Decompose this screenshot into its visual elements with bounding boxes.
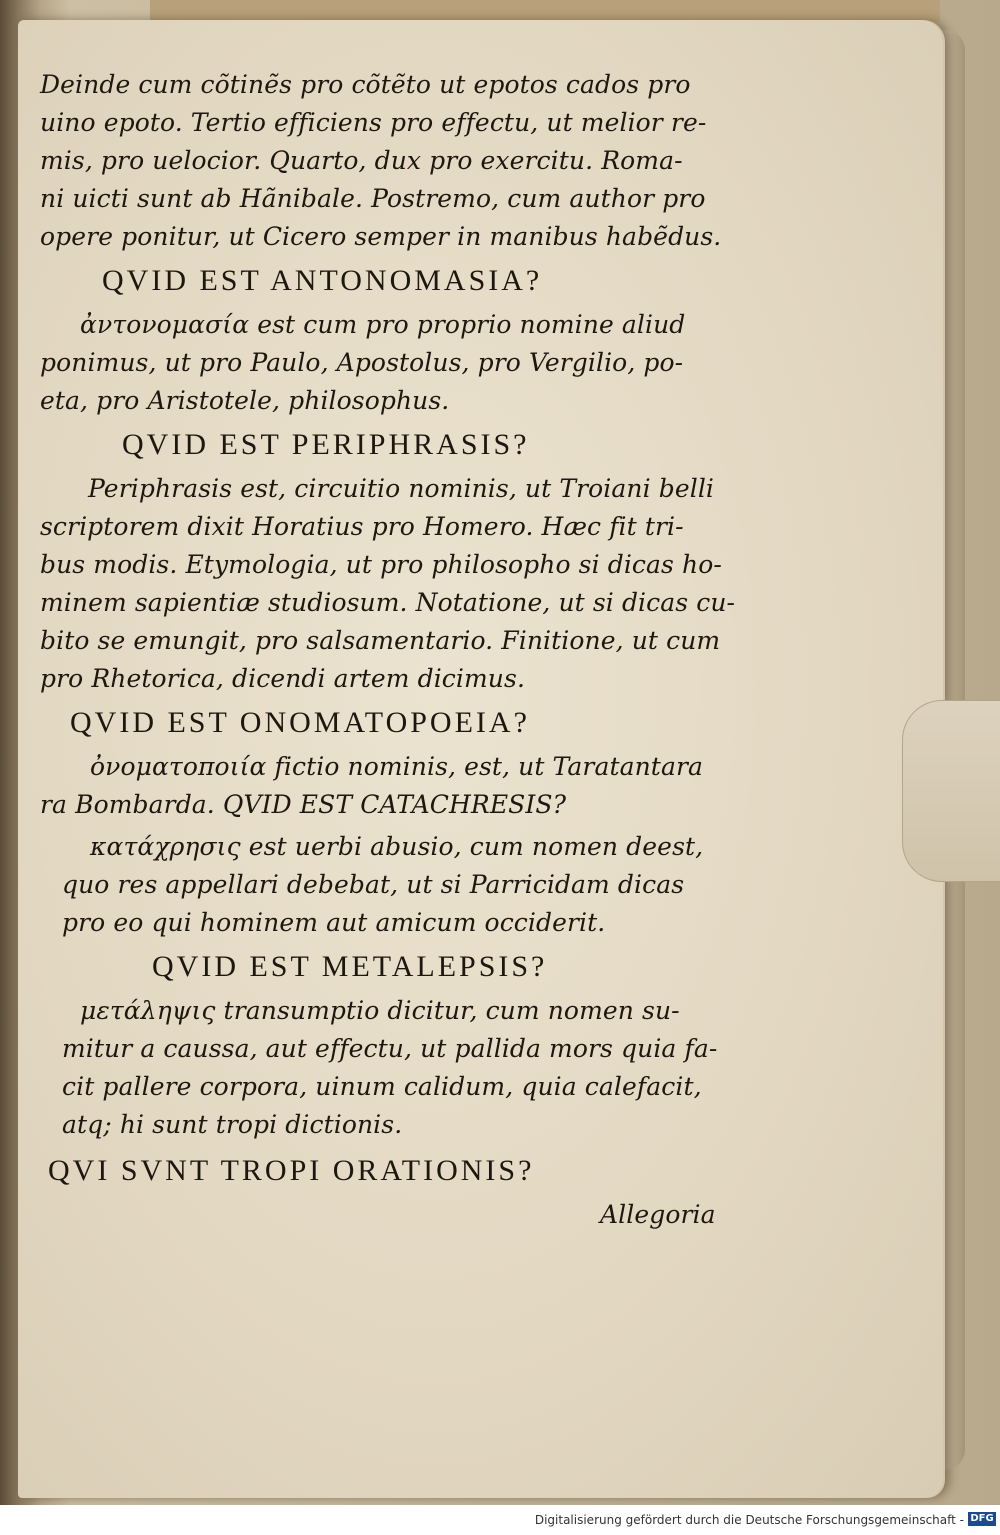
section-heading: QVID EST ONOMATOPOEIA?	[70, 706, 530, 739]
text-line: cit pallere corpora, uinum calidum, quia calefacit,	[62, 1072, 702, 1101]
text-line: pro eo qui hominem aut amicum occiderit.	[62, 908, 606, 937]
binding-strip	[150, 0, 940, 22]
text-line: Deinde cum cõtinẽs pro cõtẽto ut epotos cados pro	[40, 70, 691, 99]
text-line: quo res appellari debebat, ut si Parricidam dicas	[62, 870, 685, 899]
footer-credit: Digitalisierung gefördert durch die Deutsche Forschungsgemeinschaft -	[534, 1513, 964, 1527]
section-heading: QVID EST ANTONOMASIA?	[102, 264, 543, 297]
paper-clip-tab	[902, 700, 1000, 882]
text-line: scriptorem dixit Horatius pro Homero. Hæc fit tri-	[40, 512, 684, 541]
dfg-logo: DFG	[968, 1512, 996, 1526]
text-line: opere ponitur, ut Cicero semper in manibus habẽdus.	[40, 222, 722, 251]
text-line: eta, pro Aristotele, philosophus.	[40, 386, 450, 415]
text-line: minem sapientiæ studiosum. Notatione, ut si dicas cu-	[40, 588, 736, 617]
catchword: Allegoria	[600, 1200, 716, 1229]
text-line: mitur a caussa, aut effectu, ut pallida mors quia fa-	[62, 1034, 718, 1063]
text-line: atq; hi sunt tropi dictionis.	[62, 1110, 403, 1139]
text-line: ponimus, ut pro Paulo, Apostolus, pro Vergilio, po-	[40, 348, 684, 377]
text-line: pro Rhetorica, dicendi artem dicimus.	[40, 664, 525, 693]
text-line: κατάχρησις est uerbi abusio, cum nomen deest,	[90, 832, 704, 861]
text-line: bito se emungit, pro salsamentario. Finitione, ut cum	[40, 626, 721, 655]
book-spine-edge	[0, 0, 20, 1505]
section-heading: QVID EST PERIPHRASIS?	[122, 428, 530, 461]
text-line: ὀνοματοποιία fictio nominis, est, ut Taratantara	[90, 752, 704, 781]
text-line: bus modis. Etymologia, ut pro philosopho si dicas ho-	[40, 550, 722, 579]
text-line: μετάληψις transumptio dicitur, cum nomen su-	[80, 996, 680, 1025]
section-heading: QVI SVNT TROPI ORATIONIS?	[48, 1154, 535, 1187]
text-line: ni uicti sunt ab Hãnibale. Postremo, cum author pro	[40, 184, 706, 213]
text-line: ra Bombarda. QVID EST CATACHRESIS?	[40, 790, 567, 819]
text-line: uino epoto. Tertio efficiens pro effectu, ut melior re-	[40, 108, 707, 137]
text-line: ἀντονομασία est cum pro proprio nomine aliud	[80, 310, 686, 339]
text-line: mis, pro uelocior. Quarto, dux pro exercitu. Roma-	[40, 146, 683, 175]
footer-bar	[0, 1505, 1000, 1535]
text-line: Periphrasis est, circuitio nominis, ut Troiani belli	[88, 474, 715, 503]
section-heading: QVID EST METALEPSIS?	[152, 950, 548, 983]
